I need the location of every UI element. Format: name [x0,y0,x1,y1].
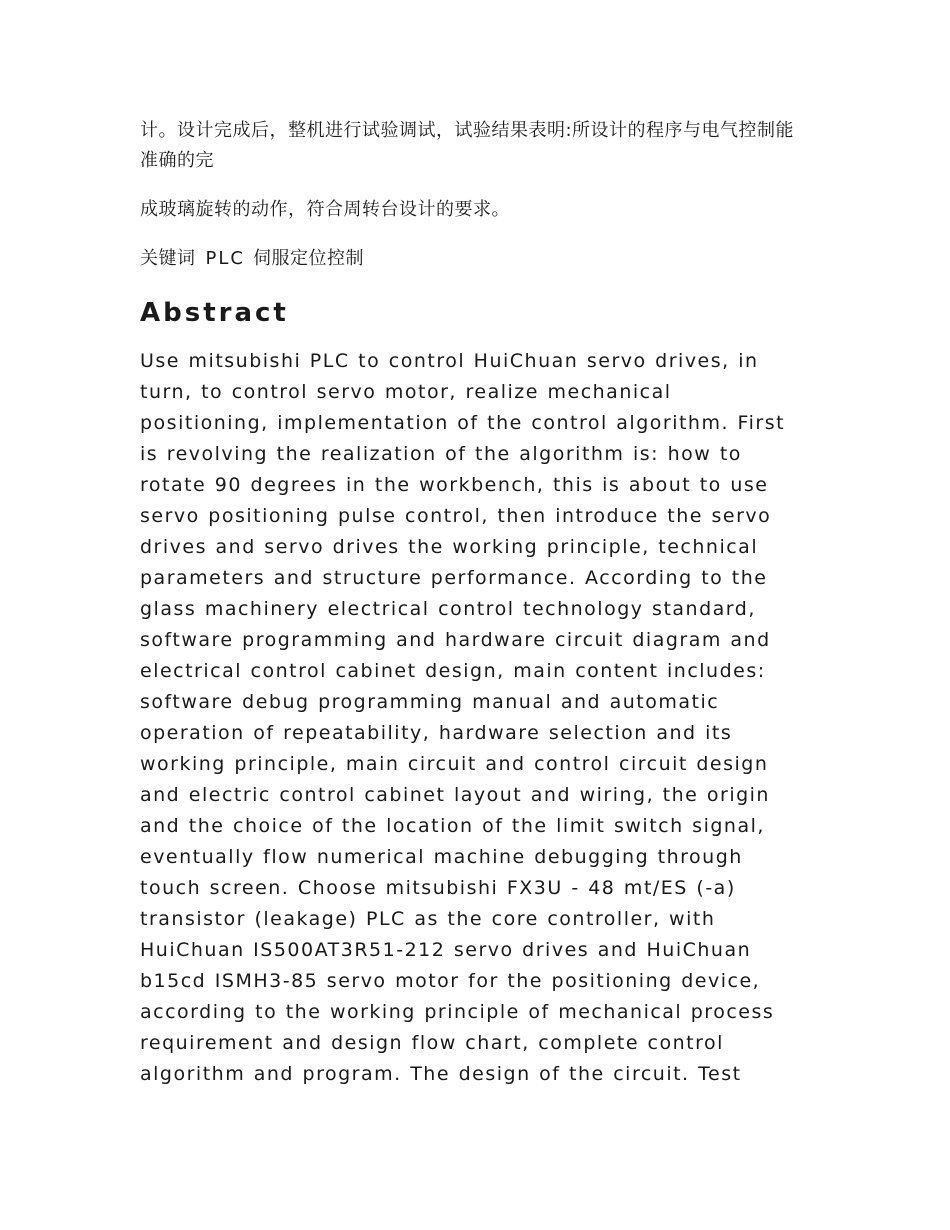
abstract-line: turn, to control servo motor, realize mechanical [140,381,672,403]
abstract-line: eventually flow numerical machine debugging through [140,846,743,868]
abstract-line: working principle, main circuit and control circuit design [140,753,769,775]
abstract-line: transistor (leakage) PLC as the core controller, with [140,908,716,930]
abstract-line: positioning, implementation of the control algorithm. First [140,412,786,434]
abstract-line: drives and servo drives the working principle, technical [140,536,759,558]
abstract-line: software programming and hardware circuit diagram and [140,629,771,651]
keywords-line [140,244,810,274]
abstract-line: operation of repeatability, hardware selection and its [140,722,733,744]
abstract-line: touch screen. Choose mitsubishi FX3U - 48 mt/ES (-a) [140,877,736,899]
abstract-line: and electric control cabinet layout and wiring, the origin [140,784,770,806]
abstract-line: servo positioning pulse control, then introduce the servo [140,505,772,527]
keyword-servo-positioning: 伺服定位控制 [252,248,364,269]
abstract-line: and the choice of the location of the limit switch signal, [140,815,765,837]
keyword-plc: PLC [205,248,245,269]
abstract-line: is revolving the realization of the algorithm is: how to [140,443,742,465]
abstract-line: HuiChuan IS500AT3R51-212 servo drives and HuiChuan [140,939,752,961]
abstract-line: algorithm and program. The design of the circuit. Test [140,1063,742,1085]
document-page [140,116,810,1090]
abstract-line: rotate 90 degrees in the workbench, this is about to use [140,474,769,496]
abstract-line: b15cd ISMH3-85 servo motor for the positioning device, [140,970,761,992]
abstract-line: electrical control cabinet design, main content includes: [140,660,766,682]
abstract-line: according to the working principle of mechanical process [140,1001,775,1023]
keywords-label: 关键词 [140,248,196,269]
abstract-line: parameters and structure performance. According to the [140,567,768,589]
abstract-line: requirement and design flow chart, complete control [140,1032,724,1054]
abstract-line: software debug programming manual and automatic [140,691,720,713]
abstract-body [140,346,810,1090]
abstract-line: Use mitsubishi PLC to control HuiChuan servo drives, in [140,350,759,372]
abstract-line: glass machinery electrical control technology standard, [140,598,756,620]
chinese-paragraph-1: 计。设计完成后，整机进行试验调试，试验结果表明:所设计的程序与电气控制能准确的完 [140,120,795,171]
chinese-paragraph-2: 成玻璃旋转的动作，符合周转台设计的要求。 [140,199,510,220]
abstract-heading: Abstract [140,298,289,328]
